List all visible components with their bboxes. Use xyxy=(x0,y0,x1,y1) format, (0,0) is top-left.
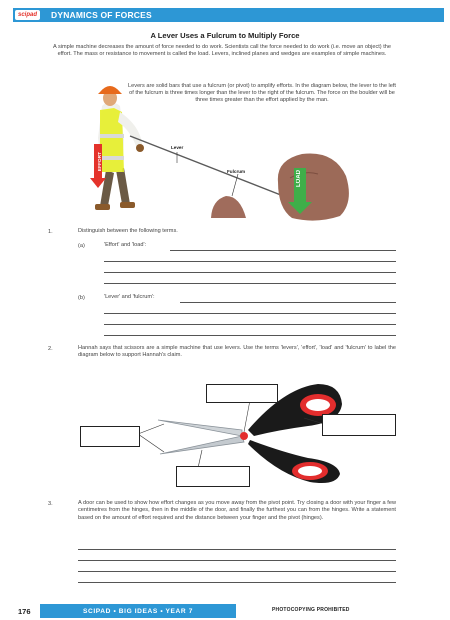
question-1b-text: 'Lever' and 'fulcrum': xyxy=(104,294,155,300)
label-box-left[interactable] xyxy=(80,426,140,447)
question-3-number: 3. xyxy=(48,501,53,507)
question-1-text: Distinguish between the following terms. xyxy=(78,228,178,234)
answer-line-1a-1[interactable] xyxy=(170,250,396,251)
answer-line-1a-3[interactable] xyxy=(104,272,396,273)
footer-series: SCIPAD • BIG IDEAS • YEAR 7 xyxy=(40,604,236,618)
effort-label: EFFORT xyxy=(98,152,103,172)
answer-line-3-3[interactable] xyxy=(78,571,396,572)
answer-line-1b-3[interactable] xyxy=(104,324,396,325)
lever-description: Levers are solid bars that use a fulcrum (or pivot) to amplify efforts. In the diagram below, the lever to the left of the fulcrum is three times longer than the lever to the right of the fulcrum. The force on the boulder will be three times greater than the effort applied by the man. xyxy=(128,83,396,104)
page-title: A Lever Uses a Fulcrum to Multiply Force xyxy=(150,31,300,40)
question-3-text: A door can be used to show how effort changes as you move away from the pivot point. Try closing a door with your finger a few centimetres from the hinges, then in the middle of the door, and finally the furthest you can from the hinges. Write a statement based on the amount of effort required and the distance between your finger and the pivot (hinges). xyxy=(78,500,396,521)
question-2-number: 2. xyxy=(48,346,53,352)
question-2-text: Hannah says that scissors are a simple machine that use levers. Use the terms 'levers', 'effort', 'load' and 'fulcrum' to label the diagram below to support Hannah's claim. xyxy=(78,345,396,359)
label-box-bottom[interactable] xyxy=(176,466,250,487)
question-1a-label: (a) xyxy=(78,243,85,249)
label-box-top[interactable] xyxy=(206,384,278,403)
page-number: 176 xyxy=(18,607,31,616)
label-box-right[interactable] xyxy=(322,414,396,436)
load-label: LOAD xyxy=(296,170,302,187)
fulcrum-label: Fulcrum xyxy=(227,169,246,174)
fulcrum-rock-icon xyxy=(211,196,246,218)
intro-paragraph: A simple machine decreases the amount of force needed to do work. Scientists call the force needed to do work (i.e. move an object) the effort. The mass or resistance to movement is called the load. Levers, inclined planes and wedges are examples of simple machines. xyxy=(53,44,391,58)
question-1a-text: 'Effort' and 'load': xyxy=(104,242,147,248)
section-title: DYNAMICS OF FORCES xyxy=(51,10,152,20)
answer-line-1b-4[interactable] xyxy=(104,335,396,336)
question-1-number: 1. xyxy=(48,229,53,235)
answer-line-1b-1[interactable] xyxy=(180,302,396,303)
answer-line-3-4[interactable] xyxy=(78,582,396,583)
boulder-icon xyxy=(278,153,349,220)
lever-label: Lever xyxy=(171,145,184,150)
answer-line-1b-2[interactable] xyxy=(104,313,396,314)
question-1b-label: (b) xyxy=(78,295,85,301)
answer-line-3-2[interactable] xyxy=(78,560,396,561)
answer-line-1a-2[interactable] xyxy=(104,261,396,262)
answer-line-1a-4[interactable] xyxy=(104,283,396,284)
footer-note: PHOTOCOPYING PROHIBITED xyxy=(272,607,350,613)
brand-logo: scipad xyxy=(15,10,40,20)
answer-line-3-1[interactable] xyxy=(78,549,396,550)
header-bar xyxy=(13,8,444,22)
